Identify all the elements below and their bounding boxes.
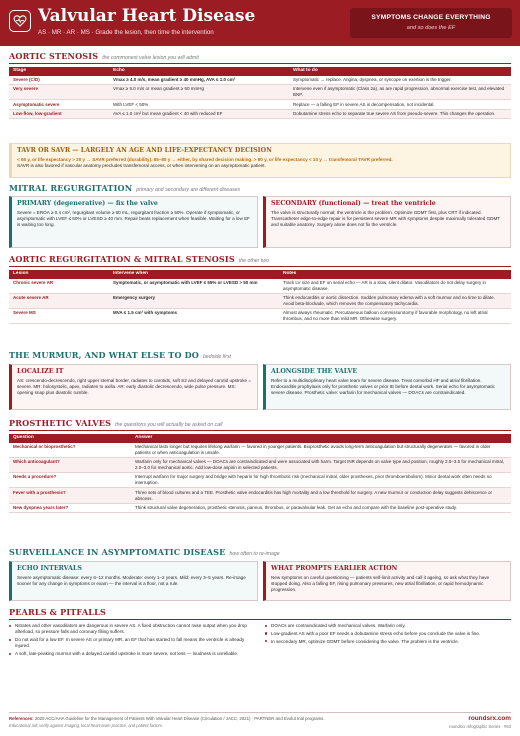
ar-ms-section	[9, 254, 511, 324]
footer	[9, 712, 511, 728]
answer-cell: Mechanical lasts longer but requires lifelong warfarin — favored in younger patients. Bioprosthetic avoids long-term anticoagulation but structurally degenerates — favored in older patients or when anticoagulation is unsafe.	[131, 443, 511, 458]
lesion-cell: Chronic severe AR	[9, 279, 109, 294]
card-text: Severe = EROA ≥ 0.4 cm², regurgitant volume ≥ 60 mL, regurgitant fraction ≥ 50%. Operate if symptomatic, or asymptomatic with LVEF ≤ 60% or LVESD ≥ 40 mm. Repair beats replacement when feasible. Waiting for a low EF is waiting too long.	[17, 209, 250, 228]
earlier-action-card	[263, 561, 511, 601]
callout-heading: TAVR OR SAVR — LARGELY AN AGE AND LIFE-EXPECTANCY DECISION	[17, 147, 272, 154]
list-item: Low-gradient AS with a poor EF needs a dobutamine stress echo before you conclude the valve is fine.	[265, 631, 509, 637]
echo-intervals-card	[9, 561, 258, 601]
card-heading: WHAT PROMPTS EARLIER ACTION	[271, 565, 398, 572]
list-item: Nitrates and other vasodilators are dangerous in severe AS. A fixed obstruction cannot raise output when you drop afterload, so pressure falls and coronary filling suffers.	[9, 623, 253, 635]
card-heading: ECHO INTERVALS	[17, 565, 82, 572]
table-row	[9, 309, 511, 324]
column-header: Lesion	[9, 270, 109, 279]
murmur-section	[9, 350, 511, 361]
references: References: 2020 ACC/AHA Guideline for the Management of Patients With Valvular Heart Disease (Circulation / JACC, 2021) · PARTNER and Evolut trial programs.	[9, 716, 325, 721]
aortic-stenosis-section	[9, 51, 511, 119]
echo-cell: AVA ≤ 1.0 cm² but mean gradient < 40 with reduced EF	[109, 109, 289, 118]
disclaimer: Educational aid; verify against imaging, local heart-team practice, and patient factors.	[9, 723, 164, 729]
card-heading: ALONGSIDE THE VALVE	[271, 368, 358, 375]
card-text: Severe asymptomatic disease: every 6–12 months. Moderate: every 1–2 years. Mild: every 3–5 years. Re-image sooner for any change in symptoms or exam — the interval is a floor, not a rule.	[17, 574, 246, 586]
lesion-cell: Acute severe AR	[9, 293, 109, 308]
card-text: AS: crescendo-decrescendo, right upper sternal border, radiates to carotids, soft S2 and delayed carotid upstroke = severe. MR: holosystolic, apex, radiates to axilla. AR: early diastolic decrescendo, wide pulse pressure. MS: opening snap plus diastolic rumble.	[17, 377, 252, 396]
action-cell: Replace — a falling EF in severe AS is decompensation, not incidental.	[289, 100, 511, 109]
primary-mr-card	[9, 196, 258, 248]
pitfalls-right-list	[265, 623, 509, 646]
callout-text: SAVR is also favored if vascular anatomy precludes transfemoral access, or when intervening on an asymptomatic patient.	[17, 162, 266, 168]
heart-pulse-icon	[9, 10, 31, 32]
alongside-card	[263, 364, 511, 410]
section-heading: MITRAL REGURGITATION primary and secondary are different diseases	[9, 183, 241, 193]
card-text: New symptoms on careful questioning — patients self-limit activity and call it ageing, so ask what they have stopped doing. Also a falling EF, rising pulmonary pressures, new atrial fibrillation, or rapid hemodynamic progression.	[271, 574, 490, 593]
column-header: Answer	[131, 434, 511, 443]
question-cell: Mechanical or bioprosthetic?	[9, 443, 131, 458]
list-item: In secondary MR, optimize GDMT before considering the valve. The problem is the ventricle.	[265, 639, 509, 645]
question-cell: Needs a procedure?	[9, 473, 131, 488]
intervene-cell: MVA ≤ 1.5 cm² with symptoms	[109, 309, 279, 324]
answer-cell: Warfarin only for mechanical valves — DOACs are contraindicated and were associated with harm. Target INR depends on valve type and position, roughly 2.5–3.5 for mechanical mitral, 2.0–3.0 for mechanical aortic. Add low-dose aspirin in selected patients.	[131, 457, 511, 472]
card-heading: SECONDARY (functional) — treat the ventricle	[271, 200, 436, 207]
echo-cell: With LVEF < 50%	[109, 100, 289, 109]
question-cell: Fever with a prosthesis?	[9, 488, 131, 503]
callout-subtitle: and so does the EF	[406, 24, 456, 31]
action-cell: Dobutamine stress echo to separate true severe AS from pseudo-severe. This changes the operation.	[289, 109, 511, 118]
column-header: Stage	[9, 67, 109, 76]
action-cell: Intervene even if asymptomatic (Class 2a), as are rapid progression, abnormal exercise test, and elevated BNP.	[289, 85, 511, 100]
section-heading: PEARLS & PITFALLS	[9, 607, 106, 617]
table-row	[9, 443, 511, 458]
echo-cell: Vmax ≥ 5.0 m/s or mean gradient ≥ 60 mmHg	[109, 85, 289, 100]
table-row	[9, 503, 511, 512]
secondary-mr-card	[263, 196, 511, 248]
lesion-cell: Severe MS	[9, 309, 109, 324]
section-heading: THE MURMUR, AND WHAT ELSE TO DO bedside first	[9, 350, 231, 360]
notes-cell: Track LV size and EF on serial echo — AR is a slow, silent dilator. Vasodilators do not delay surgery in asymptomatic disease.	[279, 279, 511, 294]
stage-cell: Very severe	[9, 85, 109, 100]
header-callout	[350, 8, 512, 38]
pitfalls-left-list	[9, 623, 253, 659]
section-heading: PROSTHETIC VALVES the questions you will actually be asked on call	[9, 418, 223, 428]
intervene-cell: Symptomatic, or asymptomatic with LVEF ≤ 55% or LVESD > 50 mm	[109, 279, 279, 294]
pitfalls-section	[9, 607, 511, 620]
column-header: What to do	[289, 67, 511, 76]
table-row	[9, 85, 511, 100]
column-header: Question	[9, 434, 131, 443]
header-banner	[0, 0, 520, 46]
answer-cell: Think structural valve degeneration, prosthetic stenosis, pannus, thrombus, or paravalvular leak. Get an echo and compare with the baseline post-operative study.	[131, 503, 511, 512]
page-title: Valvular Heart Disease	[38, 6, 256, 26]
answer-cell: Three sets of blood cultures and a TEE. Prosthetic valve endocarditis has high mortality and a low threshold for surgery. A new murmur or conduction delay suggests dehiscence or abscess.	[131, 488, 511, 503]
question-cell: Which anticoagulant?	[9, 457, 131, 472]
table-row	[9, 109, 511, 118]
notes-cell: Think endocarditis or aortic dissection. Sudden pulmonary edema with a soft murmur and no time to dilate. Avoid beta-blockade, which removes the compensatory tachycardia.	[279, 293, 511, 308]
section-heading: AORTIC STENOSIS the commonest valve lesion you will admit	[9, 51, 199, 61]
stage-cell: Asymptomatic severe	[9, 100, 109, 109]
mitral-regurgitation-section	[9, 183, 511, 194]
section-heading: AORTIC REGURGITATION & MITRAL STENOSIS the other two	[9, 254, 269, 264]
echo-cell: Vmax ≥ 4.0 m/s, mean gradient ≥ 40 mmHg, AVA ≤ 1.0 cm²	[109, 76, 289, 85]
section-heading: SURVEILLANCE IN ASYMPTOMATIC DISEASE how often to re-image	[9, 547, 280, 557]
series-label: roundsrx Infographic Series · #63	[449, 724, 511, 729]
list-item: Do not wait for a low EF. In severe AS or primary MR, an EF that has started to fall means the ventricle is already injured.	[9, 637, 253, 649]
table-row	[9, 457, 511, 472]
intervene-cell: Emergency surgery	[109, 293, 279, 308]
page-subtitle: AS · MR · AR · MS · Grade the lesion, then time the intervention	[38, 29, 214, 36]
prosthetic-valves-table	[9, 434, 511, 513]
card-heading: PRIMARY (degenerative) — fix the valve	[17, 200, 158, 207]
tavr-savr-callout	[9, 143, 511, 178]
brand-link[interactable]: roundsrx.com	[468, 715, 511, 722]
action-cell: Symptomatic → replace. Angina, dyspnea, or syncope on exertion is the trigger.	[289, 76, 511, 85]
aortic-stenosis-table	[9, 67, 511, 119]
answer-cell: Interrupt warfarin for major surgery and bridge with heparin for high thrombotic risk (mechanical mitral, older prostheses, prior thromboembolism). Minor dental work often needs no interruption.	[131, 473, 511, 488]
table-row	[9, 279, 511, 294]
stage-cell: Severe (C/D)	[9, 76, 109, 85]
table-header-row	[9, 270, 511, 279]
table-row	[9, 293, 511, 308]
card-text: The valve is structurally normal; the ventricle is the problem. Optimize GDMT first, plus CRT if indicated. Transcatheter edge-to-edge repair is for persistent severe MR with symptoms despite maximally tolerated GDMT and suitable anatomy. Surgery alone does not fix the ventricle.	[271, 209, 501, 228]
notes-cell: Almost always rheumatic. Percutaneous balloon commissurotomy if favorable morphology, no left atrial thrombus, and no more than mild MR. Otherwise surgery.	[279, 309, 511, 324]
callout-title: SYMPTOMS CHANGE EVERYTHING	[371, 14, 491, 21]
table-row	[9, 473, 511, 488]
list-item: DOACs are contraindicated with mechanical valves. Warfarin only.	[265, 623, 509, 629]
list-item: A soft, late-peaking murmur with a delayed carotid upstroke is more severe, not less — loudness is unreliable.	[9, 651, 253, 657]
card-heading: LOCALIZE IT	[17, 368, 64, 375]
table-row	[9, 488, 511, 503]
table-row	[9, 76, 511, 85]
surveillance-section	[9, 547, 511, 558]
prosthetic-valves-section	[9, 418, 511, 513]
table-header-row	[9, 67, 511, 76]
column-header: Intervene when	[109, 270, 279, 279]
table-row	[9, 100, 511, 109]
callout-text: < 65 y, or life expectancy > 20 y → SAVR preferred (durability). 65–80 y → either, by shared decision making. > 80 y, or life expectancy < 10 y → transfemoral TAVR preferred.	[17, 156, 393, 162]
card-text: Refer to a multidisciplinary heart valve team for severe disease. Treat comorbid HF and atrial fibrillation. Endocarditis prophylaxis only for prosthetic valves or prior IE before dental work. Serial echo for asymptomatic severe disease. Prosthetic valve: warfarin for mechanical valves — DOACs are contraindicated.	[271, 377, 495, 396]
table-header-row	[9, 434, 511, 443]
column-header: Notes	[279, 270, 511, 279]
ar-ms-table	[9, 270, 511, 325]
question-cell: New dyspnea years later?	[9, 503, 131, 512]
stage-cell: Low-flow, low-gradient	[9, 109, 109, 118]
column-header: Echo	[109, 67, 289, 76]
localize-card	[9, 364, 258, 410]
